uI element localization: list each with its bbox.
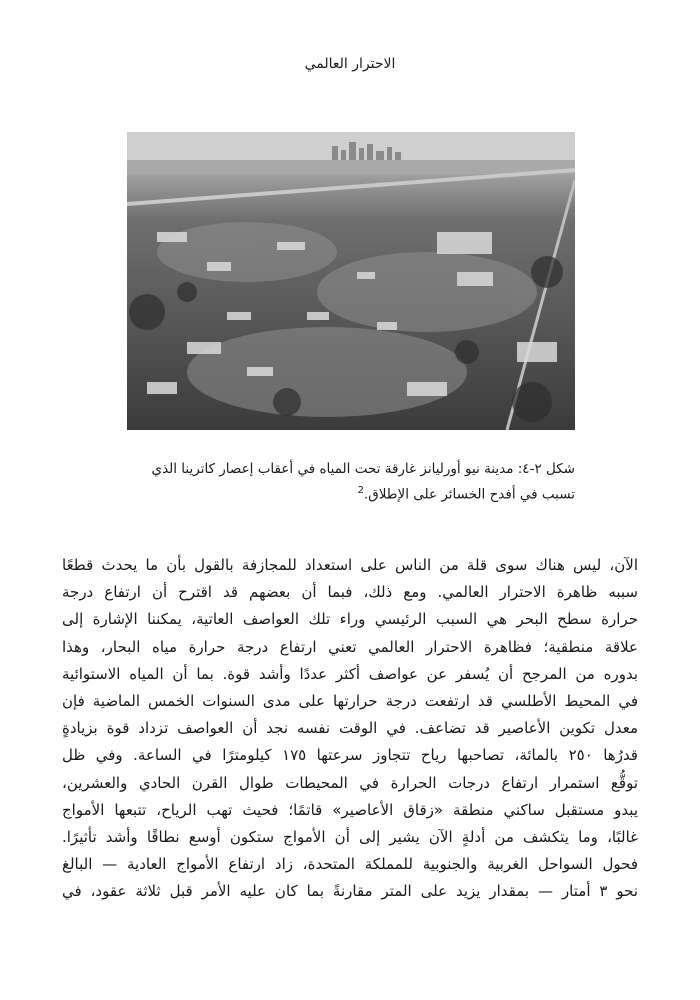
text-line: غالبًا، وما يتكشف من أدلةٍ الآن يشير إلى أن الأمواج ستكون أوسع نطاقًا وأشد تأثيرًا.	[62, 828, 638, 847]
text-line: بدوره من المرجح أن يُسفر عن عواصف أكثر عددًا وأشد قوة. بما أن المياه الاستوائية	[62, 664, 638, 683]
body-paragraph	[62, 552, 638, 906]
text-line: يبدو مستقبل ساكني منطقة «زقاق الأعاصير» قاتمًا؛ فحيث تهب الرياح، تتبعها الأمواج	[62, 800, 638, 819]
text-line: في المحيط الأطلسي قد ارتفعت درجة حرارتها على مدى السنوات الخمس الماضية فإن	[62, 692, 638, 711]
text-line: نحو ٣ أمتار — بمقدار يزيد على المتر مقارنةً بما كان عليه الأمر قبل ثلاثة عقود، في	[62, 882, 639, 901]
text-line: معدل تكوين الأعاصير قد تضاعف. في الوقت نفسه نجد أن العواصف تزداد قوة بزيادةٍ	[62, 719, 638, 738]
text-line: توقُّع استمرار ارتفاع درجات الحرارة في المحيطات طوال القرن الحادي والعشرين،	[62, 773, 638, 792]
text-line: حرارة سطح البحر هي السبب الرئيسي وراء تلك العواصف العاتية، يمكننا الإشارة إلى	[62, 610, 638, 629]
aerial-flood-illustration	[127, 132, 575, 430]
text-line: علاقة منطقية؛ فظاهرة الاحترار العالمي تعني ارتفاع درجة حرارة مياه البحار، وهذا	[62, 637, 638, 656]
footnote-marker[interactable]: 2	[357, 485, 364, 496]
caption-text: شكل ٢-٤: مدينة نيو أورليانز غارقة تحت المياه في أعقاب إعصار كاترينا الذي تسبب في أفدح الخسائر على الإطلاق.	[151, 461, 575, 503]
running-header: الاحترار العالمي	[304, 56, 396, 72]
text-line: الآن، ليس هناك سوى قلة من الناس على استعداد للمجازفة بالقول بأن ما يحدث قطعًا	[62, 556, 638, 574]
text-line: قدرُها ٢٥٠ بالمائة، تصاحبها رياح تتجاوز سرعتها ١٧٥ كيلومترًا في الساعة. وفي ظل	[62, 746, 638, 765]
figure-caption	[127, 458, 575, 506]
text-line: سببه ظاهرة الاحترار العالمي. ومع ذلك، فبما أن بعضهم قد اقترح أن ارتفاع درجة	[62, 583, 638, 602]
flooded-city-photo	[127, 132, 575, 430]
text-line: فحول السواحل الغربية والجنوبية للمملكة المتحدة، زاد ارتفاع الأمواج العادية — البالغ	[62, 855, 638, 874]
